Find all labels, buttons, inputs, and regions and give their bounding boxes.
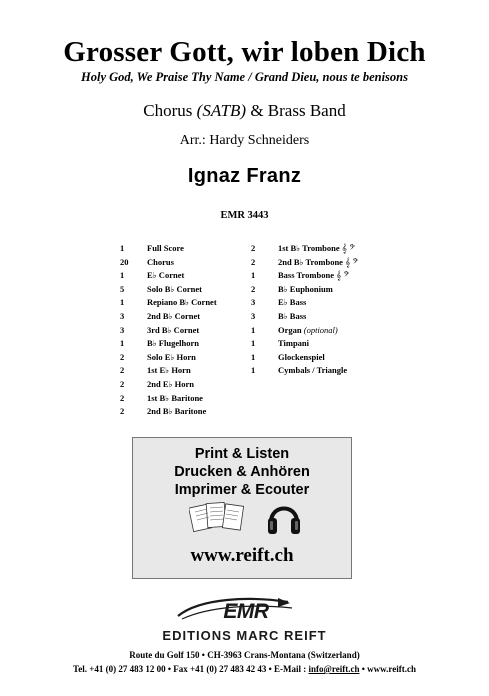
page-title: Grosser Gott, wir loben Dich bbox=[63, 36, 426, 68]
scoring-pre: Chorus bbox=[143, 101, 197, 120]
optional-note: (optional) bbox=[303, 324, 338, 335]
scoring bbox=[0, 101, 489, 121]
sheet-music-icon bbox=[189, 500, 249, 538]
promo-line-3: Imprimer & Ecouter bbox=[174, 482, 310, 498]
parts-list-right: 2 1st B♭ Trombone 𝄞 𝄢 2 2nd B♭ Trombone 𝄞 𝄢 1 Bass Trombone 𝄞 𝄢 2 B♭ Euphonium 3 E♭ Bass 3 B♭ Bass 1 Organ (optional) 1 Timpani 1 Glockenspiel 1 Cymbals / Triangle bbox=[251, 243, 359, 376]
clef-icon: 𝄞 𝄢 bbox=[341, 243, 355, 253]
email-link[interactable]: info@reift.ch bbox=[308, 664, 360, 674]
composer: Ignaz Franz bbox=[187, 165, 302, 187]
arranger: Arr.: Hardy Schneiders bbox=[179, 133, 310, 148]
headphones-icon bbox=[267, 496, 301, 538]
clef-icon: 𝄞 𝄢 bbox=[344, 256, 359, 267]
promo-url[interactable]: www.reift.ch bbox=[190, 545, 294, 566]
footer-address: Route du Golf 150 • CH-3963 Crans-Montana (Switzerland) bbox=[129, 650, 360, 660]
parts-list-left: 1 Full Score 20 Chorus 1 E♭ Cornet 5 Solo B♭ Cornet 1 Repiano B♭ Cornet 3 2nd B♭ Cornet 3 3rd B♭ Cornet 1 B♭ Flugelhorn 2 Solo E♭ Horn 2 1st E♭ Horn 2 2nd E♭ Horn 2 1st B♭ Baritone 2 2nd B♭ Baritone bbox=[120, 243, 217, 417]
scoring-post: & Brass Band bbox=[246, 101, 346, 120]
print-listen-promo[interactable] bbox=[132, 437, 352, 579]
subtitle: Holy God, We Praise Thy Name / Grand Dieu, nous te benisons bbox=[81, 70, 408, 84]
scoring-italic: (SATB) bbox=[196, 101, 247, 120]
footer-contact: Tel. +41 (0) 27 483 12 00 • Fax +41 (0) 27 483 42 43 • E-Mail : info@reift.ch • www.reift.ch bbox=[73, 664, 416, 674]
clef-icon: 𝄞 𝄢 bbox=[335, 270, 350, 281]
publisher-name: EDITIONS MARC REIFT bbox=[162, 628, 327, 643]
promo-line-1: Print & Listen bbox=[194, 446, 290, 462]
catalog-number: EMR 3443 bbox=[220, 210, 269, 221]
promo-line-2: Drucken & Anhören bbox=[174, 464, 310, 480]
logo-mark: EMR bbox=[223, 600, 269, 623]
